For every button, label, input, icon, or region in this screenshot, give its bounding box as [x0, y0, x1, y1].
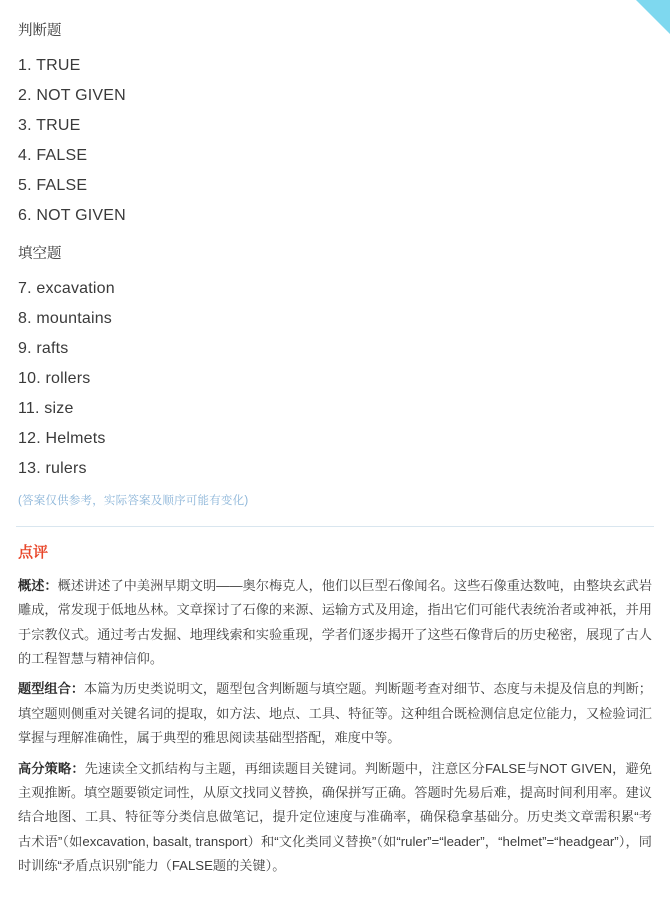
list-item: 7. excavation — [18, 279, 115, 297]
comment-section — [0, 527, 670, 897]
paragraph-label: 概述： — [18, 577, 58, 593]
comment-paragraph-question-types — [18, 677, 652, 750]
list-item: 5. FALSE — [18, 176, 88, 194]
list-item: 3. TRUE — [18, 116, 81, 134]
comment-title: 点评 — [18, 543, 49, 561]
paragraph-text: 先速读全文抓结构与主题，再细读题目关键词。判断题中，注意区分FALSE与NOT GIVEN，避免主观推断。填空题要锁定词性，从原文找同义替换，确保拼写正确。答题时先易后难，提高时间利用率。建议结合地图、工具、特征等分类信息做笔记，提升定位速度与准确率，确保稳拿基础分。历史类文章需积累“考古术语”（如excavation, basalt, transport）和“文化类同义替换”（如“ruler”=“leader”，“helmet”=“headgear”），同时训练“矛盾点识别”能力（FALSE题的关键）。 — [18, 760, 652, 874]
list-item: 13. rulers — [18, 459, 87, 477]
paragraph-label: 高分策略： — [18, 760, 85, 776]
list-item: 1. TRUE — [18, 56, 81, 74]
list-item: 10. rollers — [18, 369, 91, 387]
list-item: 12. Helmets — [18, 429, 106, 447]
list-item: 8. mountains — [18, 309, 113, 327]
comment-paragraph-overview — [18, 574, 652, 672]
truefalse-answer-list — [18, 51, 652, 231]
answers-disclaimer: (答案仅供参考，实际答案及顺序可能有变化) — [18, 494, 249, 507]
list-item: 6. NOT GIVEN — [18, 206, 126, 224]
list-item: 4. FALSE — [18, 146, 88, 164]
list-item: 11. size — [18, 399, 74, 417]
truefalse-heading: 判断题 — [18, 23, 62, 39]
fillblank-heading: 填空题 — [18, 245, 62, 262]
paragraph-text: 本篇为历史类说明文，题型包含判断题与填空题。判断题考查对细节、态度与未提及信息的判断；填空题则侧重对关键名词的提取，如方法、地点、工具、特征等。这种组合既检测信息定位能力，又检验词汇掌握与理解准确性，属于典型的雅思阅读基础型搭配，难度中等。 — [18, 681, 652, 746]
comment-paragraph-strategy — [18, 757, 652, 879]
list-item: 2. NOT GIVEN — [18, 86, 126, 104]
corner-decoration — [636, 0, 670, 34]
list-item: 9. rafts — [18, 339, 69, 357]
paragraph-label: 题型组合： — [18, 681, 85, 697]
paragraph-text: 概述讲述了中美洲早期文明——奥尔梅克人，他们以巨型石像闻名。这些石像重达数吨，由整块玄武岩雕成，常发现于低地丛林。文章探讨了石像的来源、运输方式及用途，指出它们可能代表统治者或神祇，并用于宗教仪式。通过考古发掘、地理线索和实验重现，学者们逐步揭开了这些石像背后的历史秘密，展现了古人的工程智慧与精神信仰。 — [18, 577, 653, 666]
section-spacer — [18, 231, 652, 245]
fillblank-answer-list — [18, 274, 652, 484]
